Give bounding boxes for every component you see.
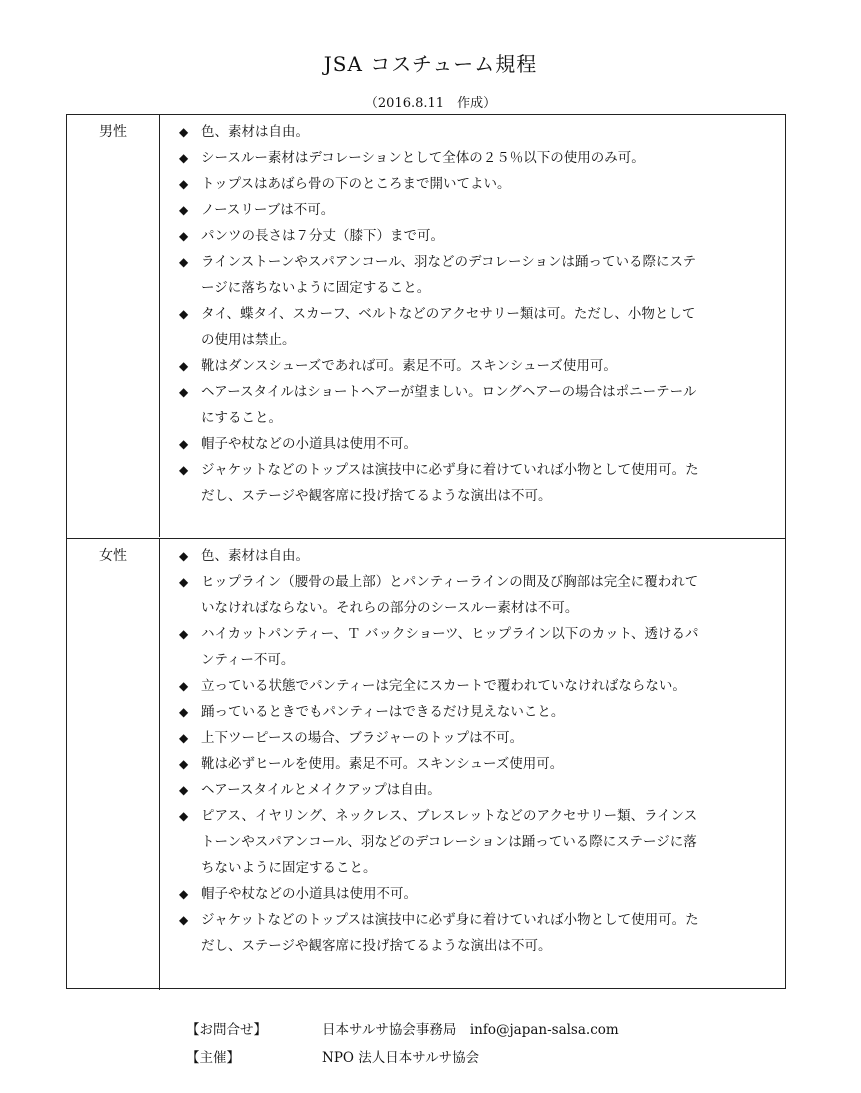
rules-table [66, 114, 786, 989]
rule-text: いなければならない。それらの部分のシースルー素材は不可。 [201, 600, 579, 616]
rule-item [179, 725, 785, 751]
rule-text: ちないように固定すること。 [201, 860, 377, 876]
rule-text: 上下ツーピースの場合、ブラジャーのトップは不可。 [201, 730, 524, 746]
rule-text: ージに落ちないように固定すること。 [201, 280, 431, 296]
rule-item [179, 457, 785, 509]
rule-item [179, 301, 785, 353]
diamond-bullet-icon: ◆ [179, 203, 189, 217]
column-divider [159, 115, 160, 537]
female-section [67, 538, 785, 990]
rule-text: トーンやスパアンコール、羽などのデコレーションは踊っている際にステージに落 [201, 834, 697, 850]
diamond-bullet-icon: ◆ [179, 783, 189, 797]
rule-item [179, 223, 785, 249]
rule-text: にすること。 [201, 410, 282, 426]
rule-text: 色、素材は自由。 [201, 548, 309, 564]
contact-inquiry [186, 1018, 619, 1038]
diamond-bullet-icon: ◆ [179, 385, 189, 399]
rule-text: だし、ステージや観客席に投げ捨てるような演出は不可。 [201, 938, 552, 954]
rule-text: ヘアースタイルとメイクアップは自由。 [201, 782, 441, 798]
diamond-bullet-icon: ◆ [179, 575, 189, 589]
rule-text: ジャケットなどのトップスは演技中に必ず身に着けていれば小物として使用可。た [201, 912, 699, 928]
rule-text: 靴は必ずヒールを使用。素足不可。スキンシューズ使用可。 [201, 756, 564, 772]
diamond-bullet-icon: ◆ [179, 229, 189, 243]
diamond-bullet-icon: ◆ [179, 307, 189, 321]
rule-text: 帽子や杖などの小道具は使用不可。 [201, 436, 417, 452]
rule-text: 立っている状態でパンティーは完全にスカートで覆われていなければならない。 [201, 678, 686, 694]
rule-text: 帽子や杖などの小道具は使用不可。 [201, 886, 417, 902]
rule-item [179, 171, 785, 197]
rule-item [179, 777, 785, 803]
document-date: （2016.8.11 作成） [364, 96, 497, 111]
column-divider [159, 539, 160, 990]
rule-item [179, 699, 785, 725]
diamond-bullet-icon: ◆ [179, 255, 189, 269]
rule-item [179, 673, 785, 699]
section-label-male: 男性 [99, 124, 127, 140]
section-label-female: 女性 [99, 548, 127, 564]
rule-item [179, 379, 785, 431]
contact-organizer [186, 1046, 479, 1066]
rule-item [179, 249, 785, 301]
diamond-bullet-icon: ◆ [179, 549, 189, 563]
diamond-bullet-icon: ◆ [179, 679, 189, 693]
rule-item [179, 751, 785, 777]
rule-item [179, 907, 785, 959]
diamond-bullet-icon: ◆ [179, 463, 189, 477]
diamond-bullet-icon: ◆ [179, 627, 189, 641]
rule-text: タイ、蝶タイ、スカーフ、ベルトなどのアクセサリー類は可。ただし、小物として [201, 306, 696, 322]
rule-text: ヒップライン（腰骨の最上部）とパンティーラインの間及び胸部は完全に覆われて [201, 574, 699, 590]
diamond-bullet-icon: ◆ [179, 809, 189, 823]
diamond-bullet-icon: ◆ [179, 913, 189, 927]
rule-text: ンティー不可。 [201, 652, 295, 668]
rule-text: の使用は禁止。 [201, 332, 296, 348]
rule-text: ジャケットなどのトップスは演技中に必ず身に着けていれば小物として使用可。た [201, 462, 699, 478]
female-rule-list [179, 543, 785, 959]
diamond-bullet-icon: ◆ [179, 177, 189, 191]
rule-text: パンツの長さは７分丈（膝下）まで可。 [201, 228, 444, 244]
rule-item [179, 621, 785, 673]
rule-text: ヘアースタイルはショートヘアーが望ましい。ロングヘアーの場合はポニーテール [201, 384, 697, 400]
diamond-bullet-icon: ◆ [179, 125, 189, 139]
diamond-bullet-icon: ◆ [179, 359, 189, 373]
document-title: JSA コスチューム規程 [323, 52, 538, 76]
organizer-label: 【主催】 [186, 1050, 240, 1066]
rule-item [179, 569, 785, 621]
diamond-bullet-icon: ◆ [179, 887, 189, 901]
diamond-bullet-icon: ◆ [179, 705, 189, 719]
rule-text: 靴はダンスシューズであれば可。素足不可。スキンシューズ使用可。 [201, 358, 617, 374]
rule-item [179, 881, 785, 907]
rule-text: だし、ステージや観客席に投げ捨てるような演出は不可。 [201, 488, 552, 504]
diamond-bullet-icon: ◆ [179, 731, 189, 745]
rule-text: ハイカットパンティー、Ｔ バックショーツ、ヒップライン以下のカット、透けるパ [201, 626, 699, 642]
rule-text: ノースリーブは不可。 [201, 202, 335, 218]
male-section [67, 115, 785, 537]
male-rule-list [179, 119, 785, 509]
rule-item [179, 119, 785, 145]
diamond-bullet-icon: ◆ [179, 151, 189, 165]
rule-item [179, 197, 785, 223]
rule-text: シースルー素材はデコレーションとして全体の２５％以下の使用のみ可。 [201, 150, 645, 166]
rule-item [179, 803, 785, 881]
rule-text: 踊っているときでもパンティーはできるだけ見えないこと。 [201, 704, 565, 720]
inquiry-label: 【お問合せ】 [186, 1022, 267, 1038]
rule-item [179, 353, 785, 379]
rule-text: ピアス、イヤリング、ネックレス、ブレスレットなどのアクセサリー類、ラインス [201, 808, 698, 824]
rule-text: 色、素材は自由。 [201, 124, 309, 140]
rule-item [179, 431, 785, 457]
rule-text: トップスはあばら骨の下のところまで開いてよい。 [201, 176, 511, 192]
diamond-bullet-icon: ◆ [179, 757, 189, 771]
rule-item [179, 145, 785, 171]
organizer-value: NPO 法人日本サルサ協会 [322, 1050, 480, 1066]
rule-item [179, 543, 785, 569]
diamond-bullet-icon: ◆ [179, 437, 189, 451]
inquiry-value: 日本サルサ協会事務局 info@japan-salsa.com [322, 1022, 619, 1038]
rule-text: ラインストーンやスパアンコール、羽などのデコレーションは踊っている際にステ [201, 254, 697, 270]
